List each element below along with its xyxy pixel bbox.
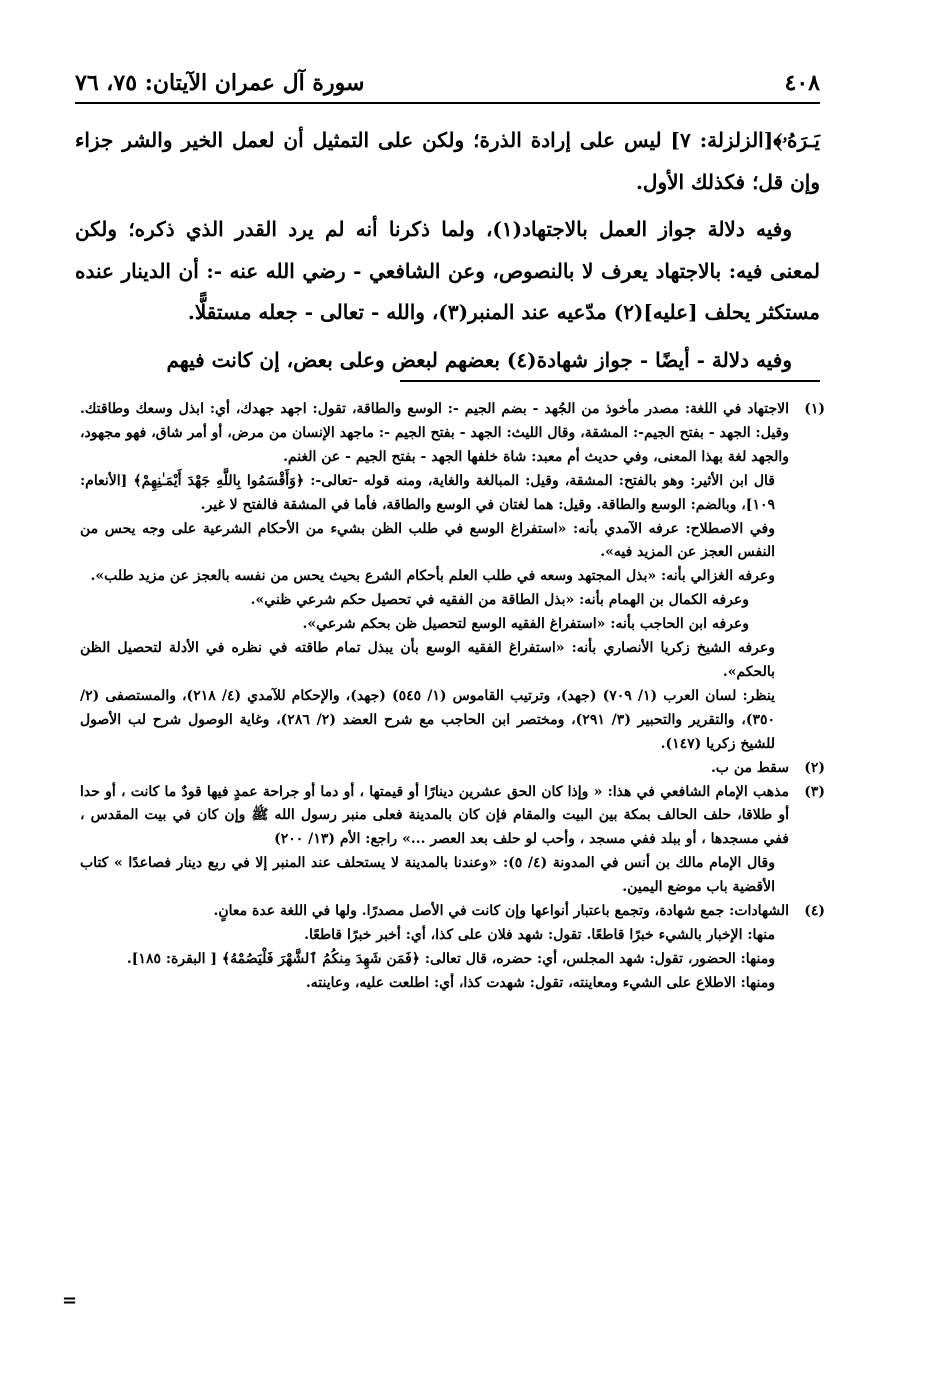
footnote-number: (٢)	[804, 759, 825, 776]
footnotes	[80, 398, 825, 996]
header-divider	[75, 102, 820, 104]
footnote-number: (٤)	[804, 903, 825, 920]
footnote-1	[80, 398, 825, 757]
footnote-3	[80, 781, 825, 901]
main-paragraph: يَـرَهُۥ﴾[الزلزلة: ٧] ليس على إرادة الذرة؛ ولكن على التمثيل أن لعمل الخير والشر جزاء وإن قل؛ فكذلك الأول.	[75, 128, 821, 194]
footnote-text: وفي الاصطلاح: عرفه الآمدي بأنه: «استفراغ الوسع في طلب الظن بشيء من الأحكام الشرعية على وجه يحس من النفس العجز عن المزيد فيه».	[80, 520, 775, 561]
footnote-text: وعرفه الغزالي بأنه: «بذل المجتهد وسعه في طلب العلم بأحكام الشرع بحيث يحس من نفسه بالعجز عن مزيد طلب».	[90, 568, 775, 585]
page-header	[75, 62, 820, 96]
footnote-4	[80, 900, 825, 996]
main-text	[75, 120, 820, 388]
footnote-text: وقال الإمام مالك بن أنس في المدونة (٤/ ٥): «وعندنا بالمدينة لا يستحلف عند المنبر إلا في ربع دينار فصاعدًا » كتاب الأقضية باب موضع اليمين.	[80, 855, 775, 896]
main-paragraph: وفيه دلالة - أيضًا - جواز شهادة(٤) بعضهم لبعض وعلى بعض، إن كانت فيهم	[166, 347, 792, 372]
footnote-text: ومنها: الاطلاع على الشيء ومعاينته، تقول: شهدت كذا، أي: اطلعت عليه، وعاينته.	[305, 974, 775, 991]
main-paragraph: وفيه دلالة جواز العمل بالاجتهاد(١)، ولما ذكرنا أنه لم يرد القدر الذي ذكره؛ ولكن لمعنى فيه: بالاجتهاد يعرف لا بالنصوص، وعن الشافعي - رضي الله عنه -: أن الدينار عنده مستكثر يحلف [عليه](٢) مدّعيه عند المنبر(٣)، والله - تعالى - جعله مستقلًّا.	[75, 217, 820, 325]
footnote-text: ومنها: الحضور، تقول: شهد المجلس، أي: حضره، قال تعالى: ﴿فَمَن شَهِدَ مِنكُمُ ٱلشَّهْرَ فَلْيَصُمْهُ﴾ [ البقرة: ١٨٥].	[126, 950, 775, 967]
footnote-text: قال ابن الأثير: وهو بالفتح: المشقة، وقيل: المبالغة والغاية، ومنه قوله -تعالى-: ﴿وَأَقْسَمُوا بِاللَّهِ جَهْدَ أَيْمَـٰنِهِمْ﴾ [الأنعام: ١٠٩]، وبالضم: الوسع والطاقة. وقيل: هما لغتان في الوسع والطاقة، فأما في المشقة فالفتح لا غير.	[80, 472, 775, 513]
footnote-text: وعرفه الكمال بن الهمام بأنه: «بذل الطاقة من الفقيه في تحصيل حكم شرعي ظني».	[250, 592, 749, 609]
footnote-number: (١)	[804, 401, 825, 417]
footnote-text: وعرفه الشيخ زكريا الأنصاري بأنه: «استفراغ الفقيه الوسع بأن يبذل تمام طاقته في نظره في الأدلة لتحصيل الظن بالحكم».	[80, 640, 775, 680]
footnote-text: منها: الإخبار بالشيء خبرًا قاطعًا. تقول: شهد فلان على كذا، أي: أخبر خبرًا قاطعًا.	[304, 926, 775, 943]
footnote-text: مذهب الإمام الشافعي في هذا: « وإذا كان الحق عشرين دينارًا أو قيمتها ، أو دما أو جراحة عمدٍ فيها قودٌ ما كانت ، أو حدا أو طلاقا، حلف الحالف بمكة بين البيت والمقام فإن كان بالمدينة فعلى منبر رسول الله ﷺ وإن كان في بيت المقدس ، ففي مسجدها ، أو ببلد ففي مسجد ، وأحب لو حلف بعد العصر ...» راجع: الأم (١٣/ ٢٠٠)	[80, 783, 789, 848]
running-title: سورة آل عمران الآيتان: ٧٥، ٧٦	[75, 70, 365, 96]
page-number: ٤٠٨	[784, 70, 820, 96]
footnote-text: سقط من ب.	[710, 759, 789, 776]
footnote-text: الاجتهاد في اللغة: مصدر مأخوذ من الجُهد - بضم الجيم -: الوسع والطاقة، تقول: اجهد جهدك، أي: ابذل وسعك وطاقتك. وقيل: الجهد - بفتح الجيم-: المشقة، وقال الليث: الجهد - بفتح الجيم -: ماجهد الإنسان من مرض، أو أمر شاق، فهو مجهود، والجهد لغة بهذا المعنى، وفي حديث أم معبد: شاة خلفها الجهد - بفتح الجيم - عن الغنم.	[80, 401, 789, 465]
footnote-text: الشهادات: جمع شهادة، وتجمع باعتبار أنواعها وإن كانت في الأصل مصدرًا. ولها في اللغة عدة معانٍ.	[213, 903, 789, 920]
footnote-2	[80, 757, 825, 781]
footnote-text: ينظر: لسان العرب (١/ ٧٠٩) (جهد)، وترتيب القاموس (١/ ٥٤٥) (جهد)، والإحكام للآمدي (٤/ ٢١٨)، والمستصفى (٢/ ٣٥٠)، والتقرير والتحبير (٣/ ٢٩١)، ومختصر ابن الحاجب مع شرح العضد (٢/ ٢٨٦)، وغاية الوصول شرح لب الأصول للشيخ زكريا (١٤٧).	[80, 687, 776, 752]
continuation-mark: =	[62, 1290, 78, 1311]
footnote-divider	[400, 380, 820, 382]
footnote-text: وعرفه ابن الحاجب بأنه: «استفراغ الفقيه الوسع لتحصيل ظن بحكم شرعي».	[302, 616, 749, 633]
footnote-number: (٣)	[804, 783, 825, 800]
